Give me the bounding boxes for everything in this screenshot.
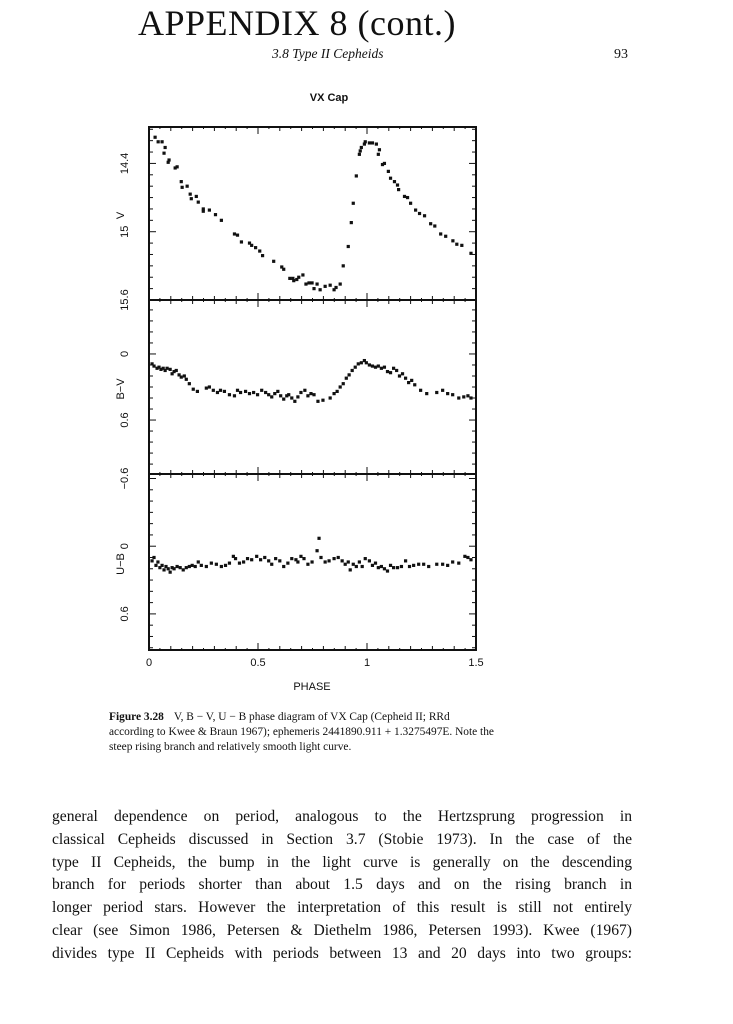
data-point: [455, 243, 458, 246]
data-point: [261, 254, 264, 257]
data-point: [188, 382, 191, 385]
data-point: [345, 377, 348, 380]
data-point: [392, 367, 395, 370]
appendix-title: APPENDIX 8 (cont.): [138, 3, 456, 43]
data-point: [352, 202, 355, 205]
data-point: [324, 560, 327, 563]
data-point: [386, 569, 389, 572]
data-point: [167, 567, 170, 570]
data-point: [319, 556, 322, 559]
data-point: [414, 208, 417, 211]
data-point: [239, 391, 242, 394]
data-point: [377, 153, 380, 156]
data-point: [183, 374, 186, 377]
data-point: [374, 562, 377, 565]
data-point: [389, 371, 392, 374]
data-point: [176, 565, 179, 568]
data-point: [162, 152, 165, 155]
y-tick-label: 15: [119, 225, 131, 238]
data-point: [364, 557, 367, 560]
data-point: [423, 214, 426, 217]
data-point: [246, 557, 249, 560]
data-point: [347, 245, 350, 248]
data-point: [260, 389, 263, 392]
caption-line: according to Kwee & Braun 1967); ephemeris 2441890.911 + 1.3275497E. Note the: [109, 726, 494, 738]
data-point: [307, 281, 310, 284]
data-point: [446, 564, 449, 567]
data-point: [406, 196, 409, 199]
data-point: [220, 219, 223, 222]
data-point: [422, 563, 425, 566]
data-point: [401, 372, 404, 375]
data-point: [169, 571, 172, 574]
data-point: [339, 282, 342, 285]
data-point: [419, 389, 422, 392]
data-point: [410, 379, 413, 382]
data-point: [380, 565, 383, 568]
data-point: [167, 161, 170, 164]
data-point: [250, 558, 253, 561]
data-point: [274, 557, 277, 560]
data-point: [342, 382, 345, 385]
data-point: [316, 400, 319, 403]
data-point: [180, 375, 183, 378]
data-point: [180, 180, 183, 183]
data-point: [259, 558, 262, 561]
data-point: [332, 557, 335, 560]
data-point: [267, 393, 270, 396]
data-point: [263, 556, 266, 559]
data-point: [152, 556, 155, 559]
data-point: [304, 282, 307, 285]
data-point: [214, 213, 217, 216]
data-point: [188, 565, 191, 568]
data-point: [350, 221, 353, 224]
data-point: [457, 396, 460, 399]
figure-label: Figure 3.28: [109, 711, 164, 723]
data-point: [383, 366, 386, 369]
y-tick-label: 0.6: [119, 606, 131, 622]
data-point: [189, 193, 192, 196]
data-point: [216, 391, 219, 394]
data-point: [282, 398, 285, 401]
data-point: [256, 393, 259, 396]
data-point: [378, 148, 381, 151]
data-point: [368, 363, 371, 366]
y-axis-label: B−V: [115, 378, 127, 400]
y-axis-label: U−B: [115, 553, 127, 575]
data-point: [160, 564, 163, 567]
data-point: [433, 224, 436, 227]
page-number: 93: [614, 47, 628, 62]
data-point: [279, 394, 282, 397]
data-point: [451, 393, 454, 396]
data-point: [219, 389, 222, 392]
panel-frame: [149, 127, 476, 300]
data-point: [302, 557, 305, 560]
data-point: [205, 565, 208, 568]
data-point: [181, 186, 184, 189]
data-point: [242, 560, 245, 563]
data-point: [342, 264, 345, 267]
data-point: [469, 252, 472, 255]
data-point: [324, 285, 327, 288]
data-point: [371, 364, 374, 367]
data-point: [404, 377, 407, 380]
data-point: [334, 286, 337, 289]
data-point: [306, 563, 309, 566]
data-point: [297, 276, 300, 279]
data-point: [358, 560, 361, 563]
data-point: [315, 282, 318, 285]
data-point: [444, 235, 447, 238]
x-tick-label: 1: [363, 657, 371, 669]
data-point: [365, 361, 368, 364]
data-point: [176, 165, 179, 168]
panel-b-v: [115, 300, 476, 474]
data-point: [202, 210, 205, 213]
data-point: [312, 393, 315, 396]
data-point: [290, 557, 293, 560]
data-point: [205, 387, 208, 390]
data-point: [186, 185, 189, 188]
data-point: [254, 246, 257, 249]
data-point: [288, 277, 291, 280]
data-point: [380, 367, 383, 370]
data-point: [412, 564, 415, 567]
data-point: [348, 373, 351, 376]
data-point: [329, 284, 332, 287]
data-point: [357, 362, 360, 365]
y-tick-label: 0: [119, 350, 131, 358]
data-point: [154, 564, 157, 567]
data-point: [368, 141, 371, 144]
data-point: [255, 555, 258, 558]
data-point: [463, 555, 466, 558]
data-point: [169, 368, 172, 371]
data-point: [435, 563, 438, 566]
data-point: [164, 146, 167, 149]
data-point: [383, 567, 386, 570]
data-point: [389, 177, 392, 180]
data-point: [408, 565, 411, 568]
data-point: [234, 557, 237, 560]
data-point: [172, 567, 175, 570]
data-point: [386, 370, 389, 373]
data-point: [312, 287, 315, 290]
body-line: clear (see Simon 1986, Petersen & Diethelm 1986, Petersen 1993). Kwee (1967): [52, 921, 632, 939]
data-point: [293, 400, 296, 403]
data-point: [368, 559, 371, 562]
data-point: [466, 394, 469, 397]
data-point: [287, 393, 290, 396]
data-point: [439, 232, 442, 235]
data-point: [354, 366, 357, 369]
body-line: classical Cepheids discussed in Section 3.7 (Stobie 1973). In the case of the: [52, 830, 632, 848]
data-point: [208, 385, 211, 388]
x-tick-label: 0: [145, 657, 153, 669]
data-point: [185, 378, 188, 381]
data-point: [244, 390, 247, 393]
body-line: divides type II Cepheids with periods between 13 and 20 days into two groups:: [52, 944, 632, 962]
data-point: [292, 279, 295, 282]
data-point: [160, 140, 163, 143]
data-point: [223, 390, 226, 393]
data-point: [358, 153, 361, 156]
data-point: [212, 389, 215, 392]
data-point: [282, 565, 285, 568]
data-point: [393, 180, 396, 183]
y-tick-label: −0.6: [119, 467, 131, 490]
data-point: [418, 212, 421, 215]
data-point: [152, 364, 155, 367]
data-point: [387, 170, 390, 173]
data-point: [417, 563, 420, 566]
data-point: [336, 390, 339, 393]
data-point: [210, 562, 213, 565]
figure-caption: [109, 710, 619, 755]
data-point: [315, 549, 318, 552]
data-point: [327, 559, 330, 562]
data-point: [360, 146, 363, 149]
body-line: type II Cepheids, the bump in the light curve is generally on the descending: [52, 853, 632, 871]
panel-u-b: [115, 468, 476, 650]
data-point: [208, 208, 211, 211]
data-point: [270, 395, 273, 398]
data-point: [392, 566, 395, 569]
data-point: [296, 395, 299, 398]
data-point: [462, 395, 465, 398]
data-point: [290, 396, 293, 399]
data-point: [228, 562, 231, 565]
body-paragraph: [52, 806, 632, 966]
data-point: [396, 566, 399, 569]
data-point: [397, 188, 400, 191]
data-point: [403, 195, 406, 198]
body-line: branch for periods shorter than about 1.5 days and on the rising branch in: [52, 876, 632, 894]
data-point: [377, 364, 380, 367]
data-point: [157, 140, 160, 143]
data-point: [190, 197, 193, 200]
data-point: [352, 563, 355, 566]
data-point: [441, 563, 444, 566]
data-point: [469, 396, 472, 399]
data-point: [309, 392, 312, 395]
data-point: [238, 562, 241, 565]
data-point: [310, 281, 313, 284]
data-point: [425, 392, 428, 395]
data-point: [371, 141, 374, 144]
data-point: [191, 564, 194, 567]
data-point: [215, 563, 218, 566]
running-head: 3.8 Type II Cepheids: [272, 46, 384, 61]
data-point: [272, 260, 275, 263]
panel-frame: [149, 300, 476, 474]
data-point: [435, 391, 438, 394]
body-line: general dependence on period, analogous to the Hertzsprung progression in: [52, 808, 632, 825]
data-point: [286, 562, 289, 565]
data-point: [451, 239, 454, 242]
data-point: [310, 560, 313, 563]
caption-line: Figure 3.28 V, B − V, U − B phase diagram of VX Cap (Cepheid II; RRd: [109, 711, 450, 723]
data-point: [185, 566, 188, 569]
data-point: [400, 565, 403, 568]
data-point: [236, 389, 239, 392]
data-point: [341, 559, 344, 562]
data-point: [360, 361, 363, 364]
data-point: [296, 560, 299, 563]
x-tick-label: 0.5: [250, 657, 266, 669]
data-point: [466, 556, 469, 559]
data-point: [273, 392, 276, 395]
data-point: [150, 559, 153, 562]
chart-title: VX Cap: [309, 92, 349, 104]
data-point: [451, 560, 454, 563]
data-point: [337, 556, 340, 559]
y-tick-label: 0.6: [119, 412, 131, 428]
data-point: [248, 392, 251, 395]
data-point: [195, 195, 198, 198]
data-point: [351, 369, 354, 372]
data-point: [192, 388, 195, 391]
data-point: [396, 183, 399, 186]
y-axis-label: V: [115, 211, 127, 220]
data-point: [383, 162, 386, 165]
data-point: [267, 559, 270, 562]
data-point: [429, 222, 432, 225]
y-tick-label: 15.6: [119, 289, 131, 311]
data-point: [395, 369, 398, 372]
data-point: [332, 392, 335, 395]
data-point: [179, 566, 182, 569]
data-point: [355, 174, 358, 177]
data-point: [154, 136, 157, 139]
data-point: [236, 234, 239, 237]
data-point: [276, 390, 279, 393]
data-point: [377, 566, 380, 569]
data-point: [200, 564, 203, 567]
data-point: [389, 564, 392, 567]
data-point: [317, 537, 320, 540]
data-point: [240, 240, 243, 243]
data-point: [347, 560, 350, 563]
data-point: [319, 288, 322, 291]
data-point: [278, 559, 281, 562]
data-point: [282, 268, 285, 271]
data-point: [374, 366, 377, 369]
panel-v: [115, 127, 476, 311]
data-point: [359, 149, 362, 152]
data-point: [264, 391, 267, 394]
data-point: [224, 564, 227, 567]
data-point: [375, 142, 378, 145]
data-point: [233, 394, 236, 397]
data-point: [194, 565, 197, 568]
data-point: [162, 568, 165, 571]
data-point: [460, 244, 463, 247]
data-point: [165, 367, 168, 370]
data-point: [252, 391, 255, 394]
y-tick-label: 0: [119, 543, 131, 550]
data-point: [258, 249, 261, 252]
data-point: [321, 399, 324, 402]
data-point: [175, 369, 178, 372]
data-point: [446, 392, 449, 395]
data-point: [306, 394, 309, 397]
data-point: [250, 244, 253, 247]
data-point: [409, 202, 412, 205]
data-point: [398, 374, 401, 377]
data-point: [299, 555, 302, 558]
caption-line: steep rising branch and relatively smooth light curve.: [109, 741, 352, 753]
x-axis-label: PHASE: [293, 681, 331, 693]
data-point: [299, 391, 302, 394]
data-point: [220, 565, 223, 568]
data-point: [329, 396, 332, 399]
data-point: [344, 563, 347, 566]
data-point: [413, 383, 416, 386]
data-point: [427, 565, 430, 568]
x-tick-label: 1.5: [468, 657, 484, 669]
data-point: [156, 560, 159, 563]
data-point: [364, 140, 367, 143]
data-point: [339, 385, 342, 388]
data-point: [196, 390, 199, 393]
data-point: [441, 389, 444, 392]
data-point: [301, 273, 304, 276]
data-point: [182, 568, 185, 571]
data-point: [349, 568, 352, 571]
data-point: [457, 562, 460, 565]
data-point: [303, 389, 306, 392]
data-point: [197, 201, 200, 204]
data-point: [404, 559, 407, 562]
data-point: [228, 393, 231, 396]
data-point: [469, 558, 472, 561]
data-point: [361, 565, 364, 568]
data-point: [355, 565, 358, 568]
data-point: [197, 560, 200, 563]
data-point: [407, 381, 410, 384]
body-line: longer period stars. However the interpretation of this result is still not entirely: [52, 899, 632, 917]
y-tick-label: 14.4: [119, 152, 131, 175]
data-point: [371, 564, 374, 567]
data-point: [270, 563, 273, 566]
data-point: [233, 232, 236, 235]
